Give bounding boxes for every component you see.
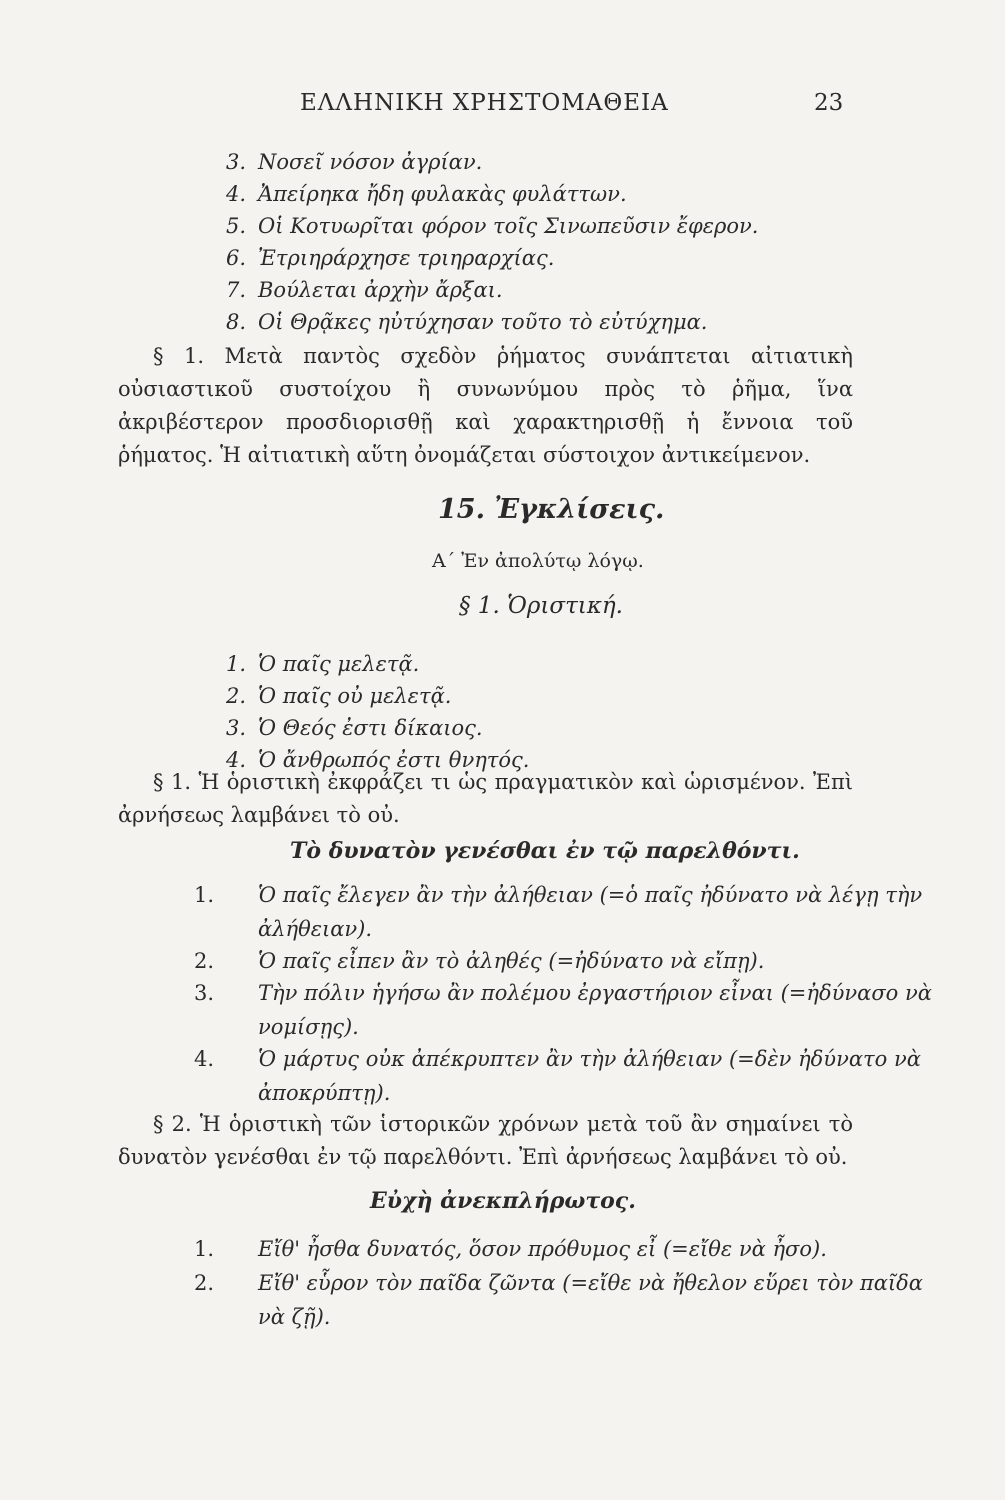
list-item: 4. Ἀπείρηκα ἤδη φυλακὰς φυλάττων. <box>226 182 627 206</box>
list-item: 4. Ὁ ἄνθρωπός ἐστι θνητός. <box>226 748 530 772</box>
running-header-title: ΕΛΛΗΝΙΚΗ ΧΡΗΣΤΟΜΑΘΕΙΑ <box>300 90 669 116</box>
paragraph-oristiki: § 1. Ἡ ὁριστικὴ ἐκφράζει τι ὡς πραγματικὸν καὶ ὡρισμένον. Ἐπὶ ἀρνήσεως λαμβάνει τὸ οὐ. <box>118 770 853 827</box>
list-item: 2. Ὁ παῖς εἶπεν ἂν τὸ ἀληθές (=ἠδύνατο νὰ εἴπῃ). <box>194 949 765 973</box>
page-number: 23 <box>814 90 844 116</box>
paragraph-historic-tenses: § 2. Ἡ ὁριστικὴ τῶν ἱστορικῶν χρόνων μετὰ τοῦ ἂν σημαίνει τὸ δυνατὸν γενέσθαι ἐν τῷ παρελθόντι. Ἐπὶ ἀρνήσεως λαμβάνει τὸ οὐ. <box>118 1112 853 1169</box>
list-item: 1. Ὁ παῖς ἔλεγεν ἂν τὴν ἀλήθειαν (=ὁ παῖς ἠδύνατο νὰ λέγῃ τὴν ἀλήθειαν). <box>194 883 923 941</box>
list-item: 6. Ἐτριηράρχησε τριηραρχίας. <box>226 246 555 270</box>
heading-euchi: Εὐχὴ ἀνεκπλήρωτος. <box>370 1188 636 1214</box>
list-item: 5. Οἱ Κοτυωρῖται φόρον τοῖς Σινωπεῦσιν ἔφερον. <box>226 214 759 238</box>
subsection-heading-oristiki: § 1. Ὁριστική. <box>459 593 623 619</box>
list-item: 7. Βούλεται ἀρχὴν ἄρξαι. <box>226 278 503 302</box>
list-item: 1. Εἴθ' ἦσθα δυνατός, ὅσον πρόθυμος εἶ (=εἴθε νὰ ἦσο). <box>194 1237 827 1261</box>
list-item: 1. Ὁ παῖς μελετᾷ. <box>226 652 420 676</box>
list-item: 4. Ὁ μάρτυς οὐκ ἀπέκρυπτεν ἂν τὴν ἀλήθειαν (=δὲν ἠδύνατο νὰ ἀποκρύπτῃ). <box>194 1047 921 1105</box>
section-title: 15. Ἐγκλίσεις. <box>438 494 665 525</box>
list-item: 3. Τὴν πόλιν ἡγήσω ἂν πολέμου ἐργαστήριον εἶναι (=ἠδύνασο νὰ νομίσῃς). <box>194 981 932 1039</box>
list-item: 2. Εἴθ' εὗρον τὸν παῖδα ζῶντα (=εἴθε νὰ ἤθελον εὕρει τὸν παῖδα νὰ ζῇ). <box>194 1271 923 1329</box>
list-item: 3. Ὁ Θεός ἐστι δίκαιος. <box>226 716 483 740</box>
list-item: 2. Ὁ παῖς οὐ μελετᾷ. <box>226 684 452 708</box>
list-item: 8. Οἱ Θρᾷκες ηὐτύχησαν τοῦτο τὸ εὐτύχημα. <box>226 310 708 334</box>
list-item: 3. Νοσεῖ νόσον ἀγρίαν. <box>226 150 483 174</box>
paragraph-systoichon: § 1. Μετὰ παντὸς σχεδὸν ῥήματος συνάπτεται αἰτιατικὴ οὐσιαστικοῦ συστοίχου ἢ συνωνύμου πρὸς τὸ ῥῆμα, ἵνα ἀκριβέστερον προσδιορισθῇ καὶ χαρακτηρισθῇ ἡ ἔννοια τοῦ ῥήματος. Ἡ αἰτιατικὴ αὕτη ὀνομάζεται σύστοιχον ἀντικείμενον. <box>118 344 853 467</box>
heading-dynaton: Τὸ δυνατὸν γενέσθαι ἐν τῷ παρελθόντι. <box>290 838 800 864</box>
subsection-title: Α΄ Ἐν ἀπολύτῳ λόγῳ. <box>432 550 644 572</box>
